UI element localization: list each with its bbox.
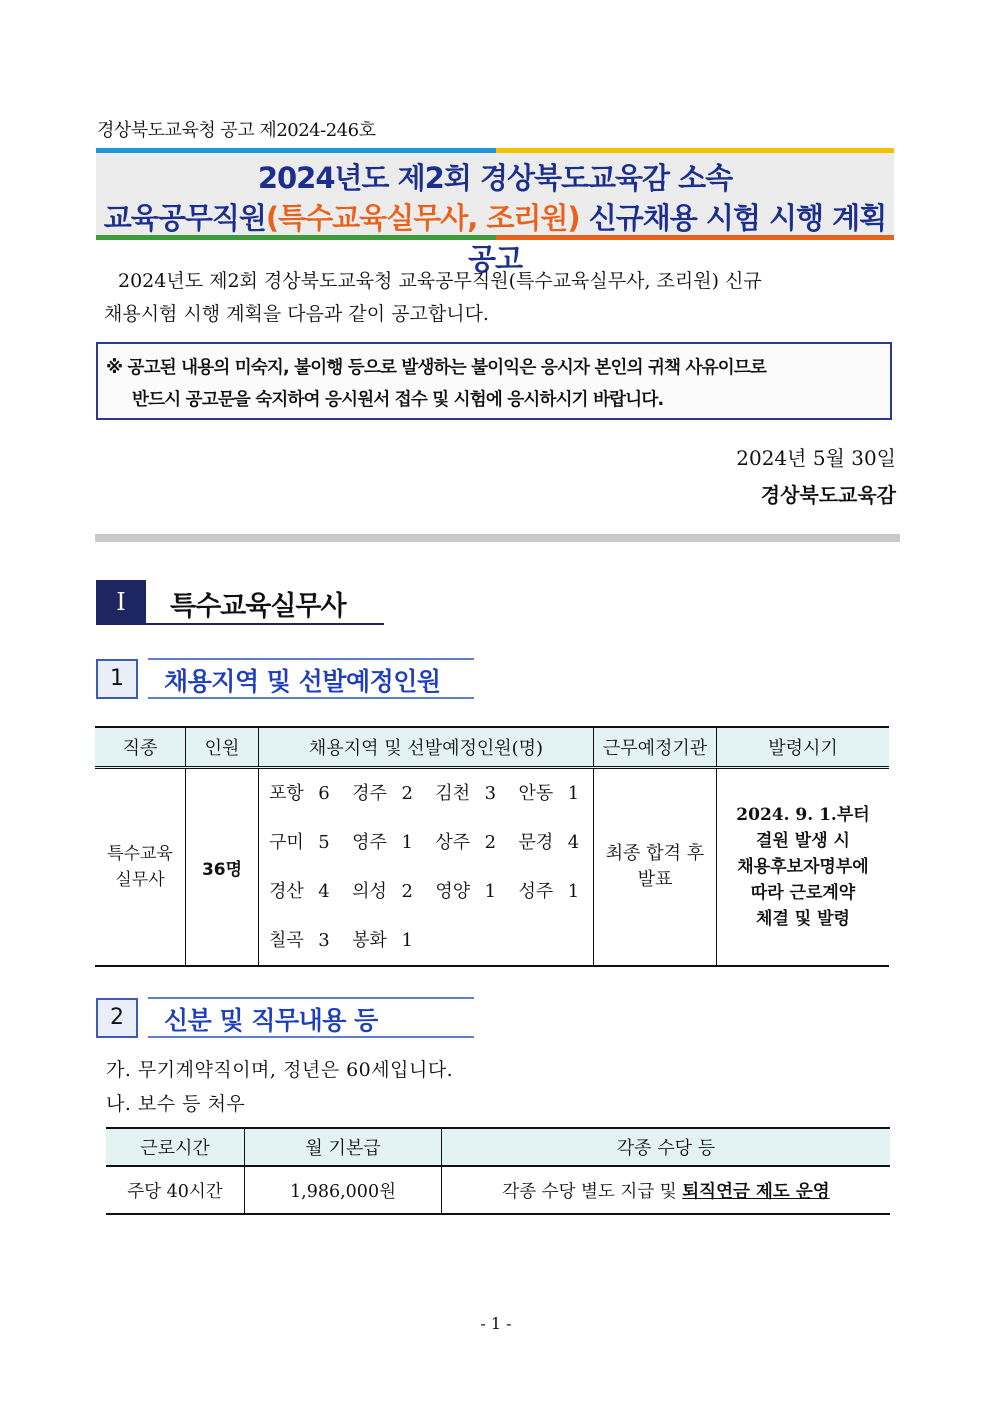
job-cell: 특수교육 실무사 [95,768,186,967]
section-underline [146,623,384,625]
count-cell: 36명 [186,768,259,967]
col-regions: 채용지역 및 선발예정인원(명) [259,727,594,768]
subsection-2-title: 신분 및 직무내용 등 [164,1006,378,1035]
subsection-2-number: 2 [96,998,138,1038]
title-bar-bottom-right [496,235,894,240]
workplace-cell: 최종 합격 후 발표 [594,768,717,967]
table-row [106,1166,890,1214]
item-b: 나. 보수 등 처우 [106,1093,246,1115]
col-job: 직종 [95,727,186,768]
title-line-2: 교육공무직원(특수교육실무사, 조리원) 신규채용 시험 시행 계획 공고 [103,201,887,276]
region-row: 칠곡 3 봉화 1 [269,930,413,951]
regions-cell [259,768,594,967]
subsection-1-bottomline [148,697,474,699]
col-count: 인원 [186,727,259,768]
title-bar-top-left [96,148,496,153]
col-workplace: 근무예정기관 [594,727,717,768]
col-hours: 근로시간 [106,1128,245,1166]
subsection-2-bottomline [148,1036,474,1038]
region-row: 포항 6 경주 2 김천 3 안동 1 [269,783,580,804]
intro-line-1: 2024년도 제2회 경상북도교육청 교육공무직원(특수교육실무사, 조리원) 신규 [118,270,762,292]
page-number: - 1 - [480,1314,512,1333]
table-header-row [106,1128,890,1166]
title-bar-bottom-left [96,235,496,240]
col-appointment: 발령시기 [717,727,890,768]
table-header-row [95,727,889,768]
warning-line-2: 반드시 공고문을 숙지하여 응시원서 접수 및 시험에 응시하시기 바랍니다. [132,390,664,410]
col-allowance: 각종 수당 등 [442,1128,891,1166]
title-bar-top-right [496,148,894,153]
warning-line-1: ※ 공고된 내용의 미숙지, 불이행 등으로 발생하는 불이익은 응시자 본인의 귀책 사유이므로 [106,358,767,378]
region-row: 경산 4 의성 2 영양 1 성주 1 [269,881,580,902]
subsection-1-number: 1 [96,659,138,699]
warning-box [96,342,892,420]
col-salary: 월 기본급 [245,1128,442,1166]
section-number-box: Ⅰ [96,580,146,625]
signer: 경상북도교육감 [760,483,896,507]
region-row: 구미 5 영주 1 상주 2 문경 4 [269,832,580,853]
separator [95,534,900,542]
item-a: 가. 무기계약직이며, 정년은 60세입니다. [106,1059,454,1081]
notice-date: 2024년 5월 30일 [736,446,896,470]
salary-cell: 1,986,000원 [245,1166,442,1214]
pension-highlight: 퇴직연금 제도 운영 [682,1181,830,1202]
title-highlight: (특수교육실무사, 조리원) [265,201,580,235]
notice-number: 경상북도교육청 공고 제2024-246호 [97,120,376,141]
subsection-2-topline [148,997,474,999]
appointment-cell: 2024. 9. 1.부터 결원 발생 시 채용후보자명부에 따라 근로계약 체결 및 발령 [717,768,890,967]
hours-cell: 주당 40시간 [106,1166,245,1214]
allowance-cell: 각종 수당 별도 지급 및 퇴직연금 제도 운영 [442,1166,891,1214]
title-box [96,148,894,276]
title-line-1: 2024년도 제2회 경상북도교육감 소속 [257,161,733,195]
section-title: 특수교육실무사 [170,591,346,622]
subsection-1-title: 채용지역 및 선발예정인원 [164,667,441,696]
recruitment-table [95,726,889,967]
intro-line-2: 채용시험 시행 계획을 다음과 같이 공고합니다. [104,303,489,325]
compensation-table [106,1127,890,1215]
table-row [95,768,889,967]
intro-paragraph [104,265,896,331]
subsection-1-topline [148,658,474,660]
